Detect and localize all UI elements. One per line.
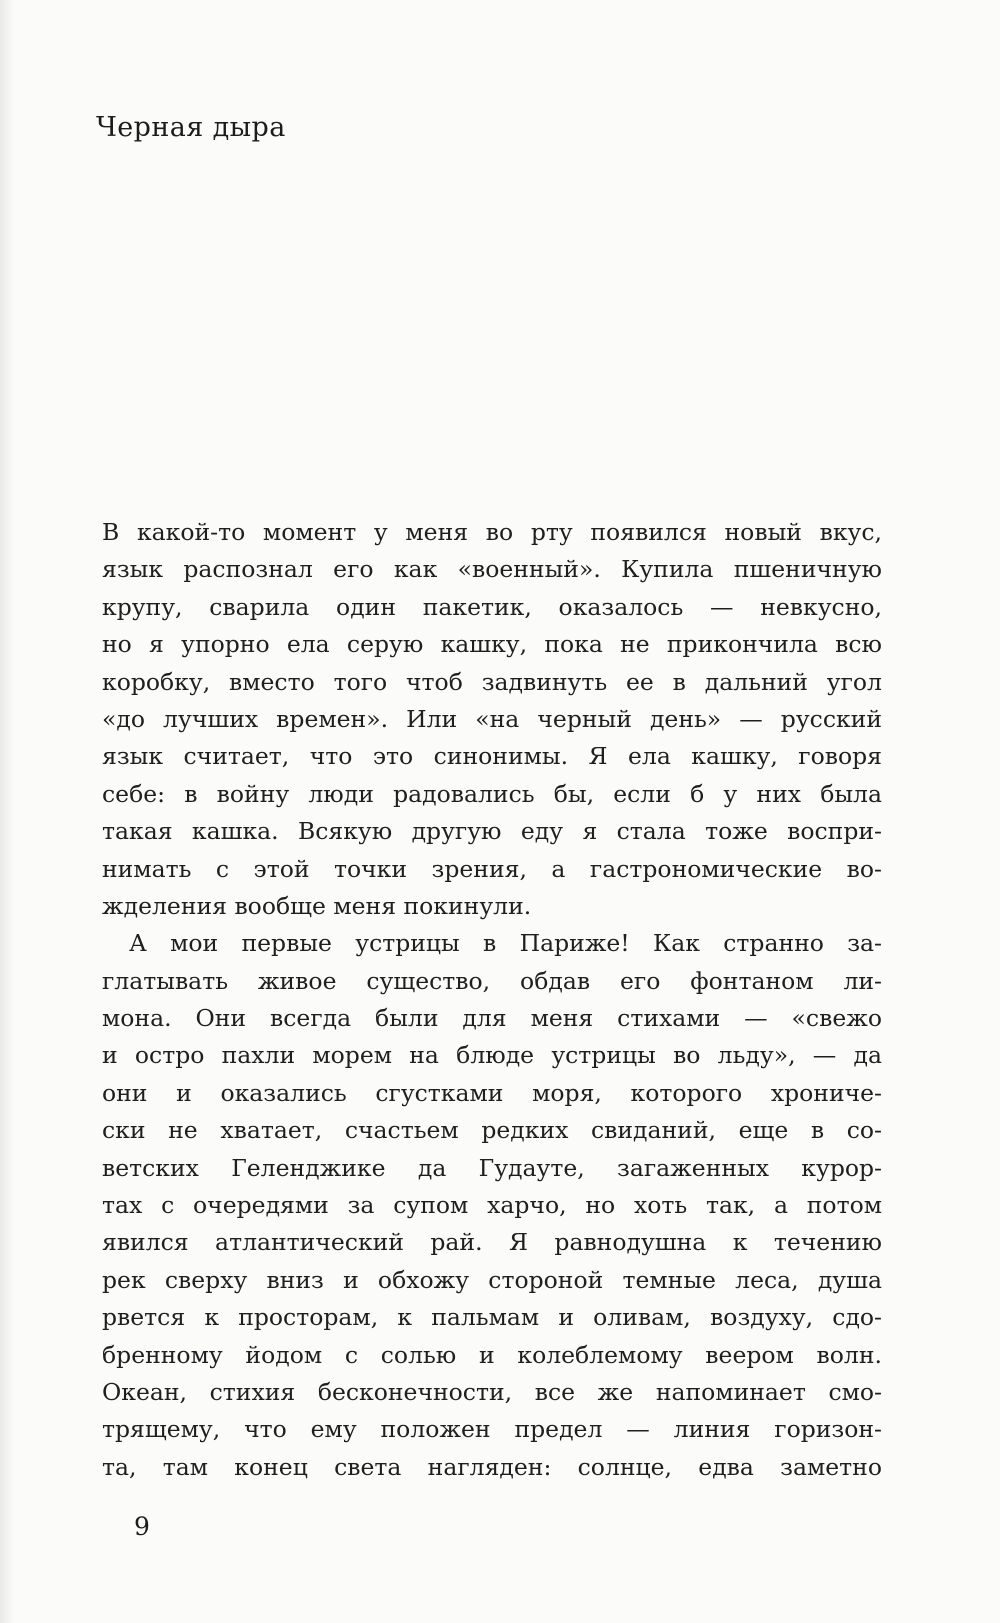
text-line: но я упорно ела серую кашку, пока не прикончила всю — [102, 630, 882, 659]
text-line: язык распознал его как «военный». Купила пшеничную — [102, 555, 882, 584]
text-line: рвется к просторам, к пальмам и оливам, воздуху, сдо- — [102, 1303, 882, 1332]
text-line: коробку, вместо того чтоб задвинуть ее в дальний угол — [102, 667, 882, 696]
text-line: жделения вообще меня покинули. — [102, 891, 532, 920]
text-line: тах с очередями за супом харчо, но хоть так, а потом — [102, 1191, 882, 1220]
text-line: та, там конец света нагляден: солнце, едва заметно — [102, 1452, 882, 1481]
text-line: явился атлантический рай. Я равнодушна к течению — [102, 1228, 882, 1257]
text-line: глатывать живое существо, обдав его фонтаном ли- — [102, 966, 882, 995]
text-line: и остро пахли морем на блюде устрицы во льду», — да — [102, 1041, 882, 1070]
text-line: «до лучших времен». Или «на черный день» — русский — [102, 704, 882, 733]
text-line: ски не хватает, счастьем редких свиданий, еще в со- — [102, 1116, 882, 1145]
text-line: ветских Геленджике да Гудауте, загаженных курор- — [102, 1153, 882, 1182]
text-line: язык считает, что это синонимы. Я ела кашку, говоря — [102, 742, 882, 771]
page-number: 9 — [134, 1512, 150, 1541]
text-line: такая кашка. Всякую другую еду я стала тоже воспри- — [102, 817, 882, 846]
text-line: крупу, сварила один пакетик, оказалось — невкусно, — [102, 592, 882, 621]
text-line: нимать с этой точки зрения, а гастрономические во- — [102, 854, 882, 883]
text-line: они и оказались сгустками моря, которого хрониче- — [102, 1078, 882, 1107]
page-edge-shadow — [0, 0, 14, 1623]
text-line: рек сверху вниз и обхожу стороной темные леса, душа — [102, 1265, 882, 1294]
text-line: себе: в войну люди радовались бы, если б у них была — [102, 779, 882, 808]
chapter-title: Черная дыра — [96, 112, 286, 143]
text-line: мона. Они всегда были для меня стихами — «свежо — [102, 1004, 882, 1033]
text-line: А мои первые устрицы в Париже! Как странно за- — [129, 929, 882, 958]
text-line: бренному йодом с солью и колеблемому веером волн. — [102, 1340, 882, 1369]
text-line: Океан, стихия бесконечности, все же напоминает смо- — [102, 1377, 882, 1406]
text-line: В какой-то момент у меня во рту появился новый вкус, — [102, 518, 882, 546]
text-line: трящему, что ему положен предел — линия горизон- — [102, 1415, 882, 1444]
body-text — [102, 514, 882, 1486]
